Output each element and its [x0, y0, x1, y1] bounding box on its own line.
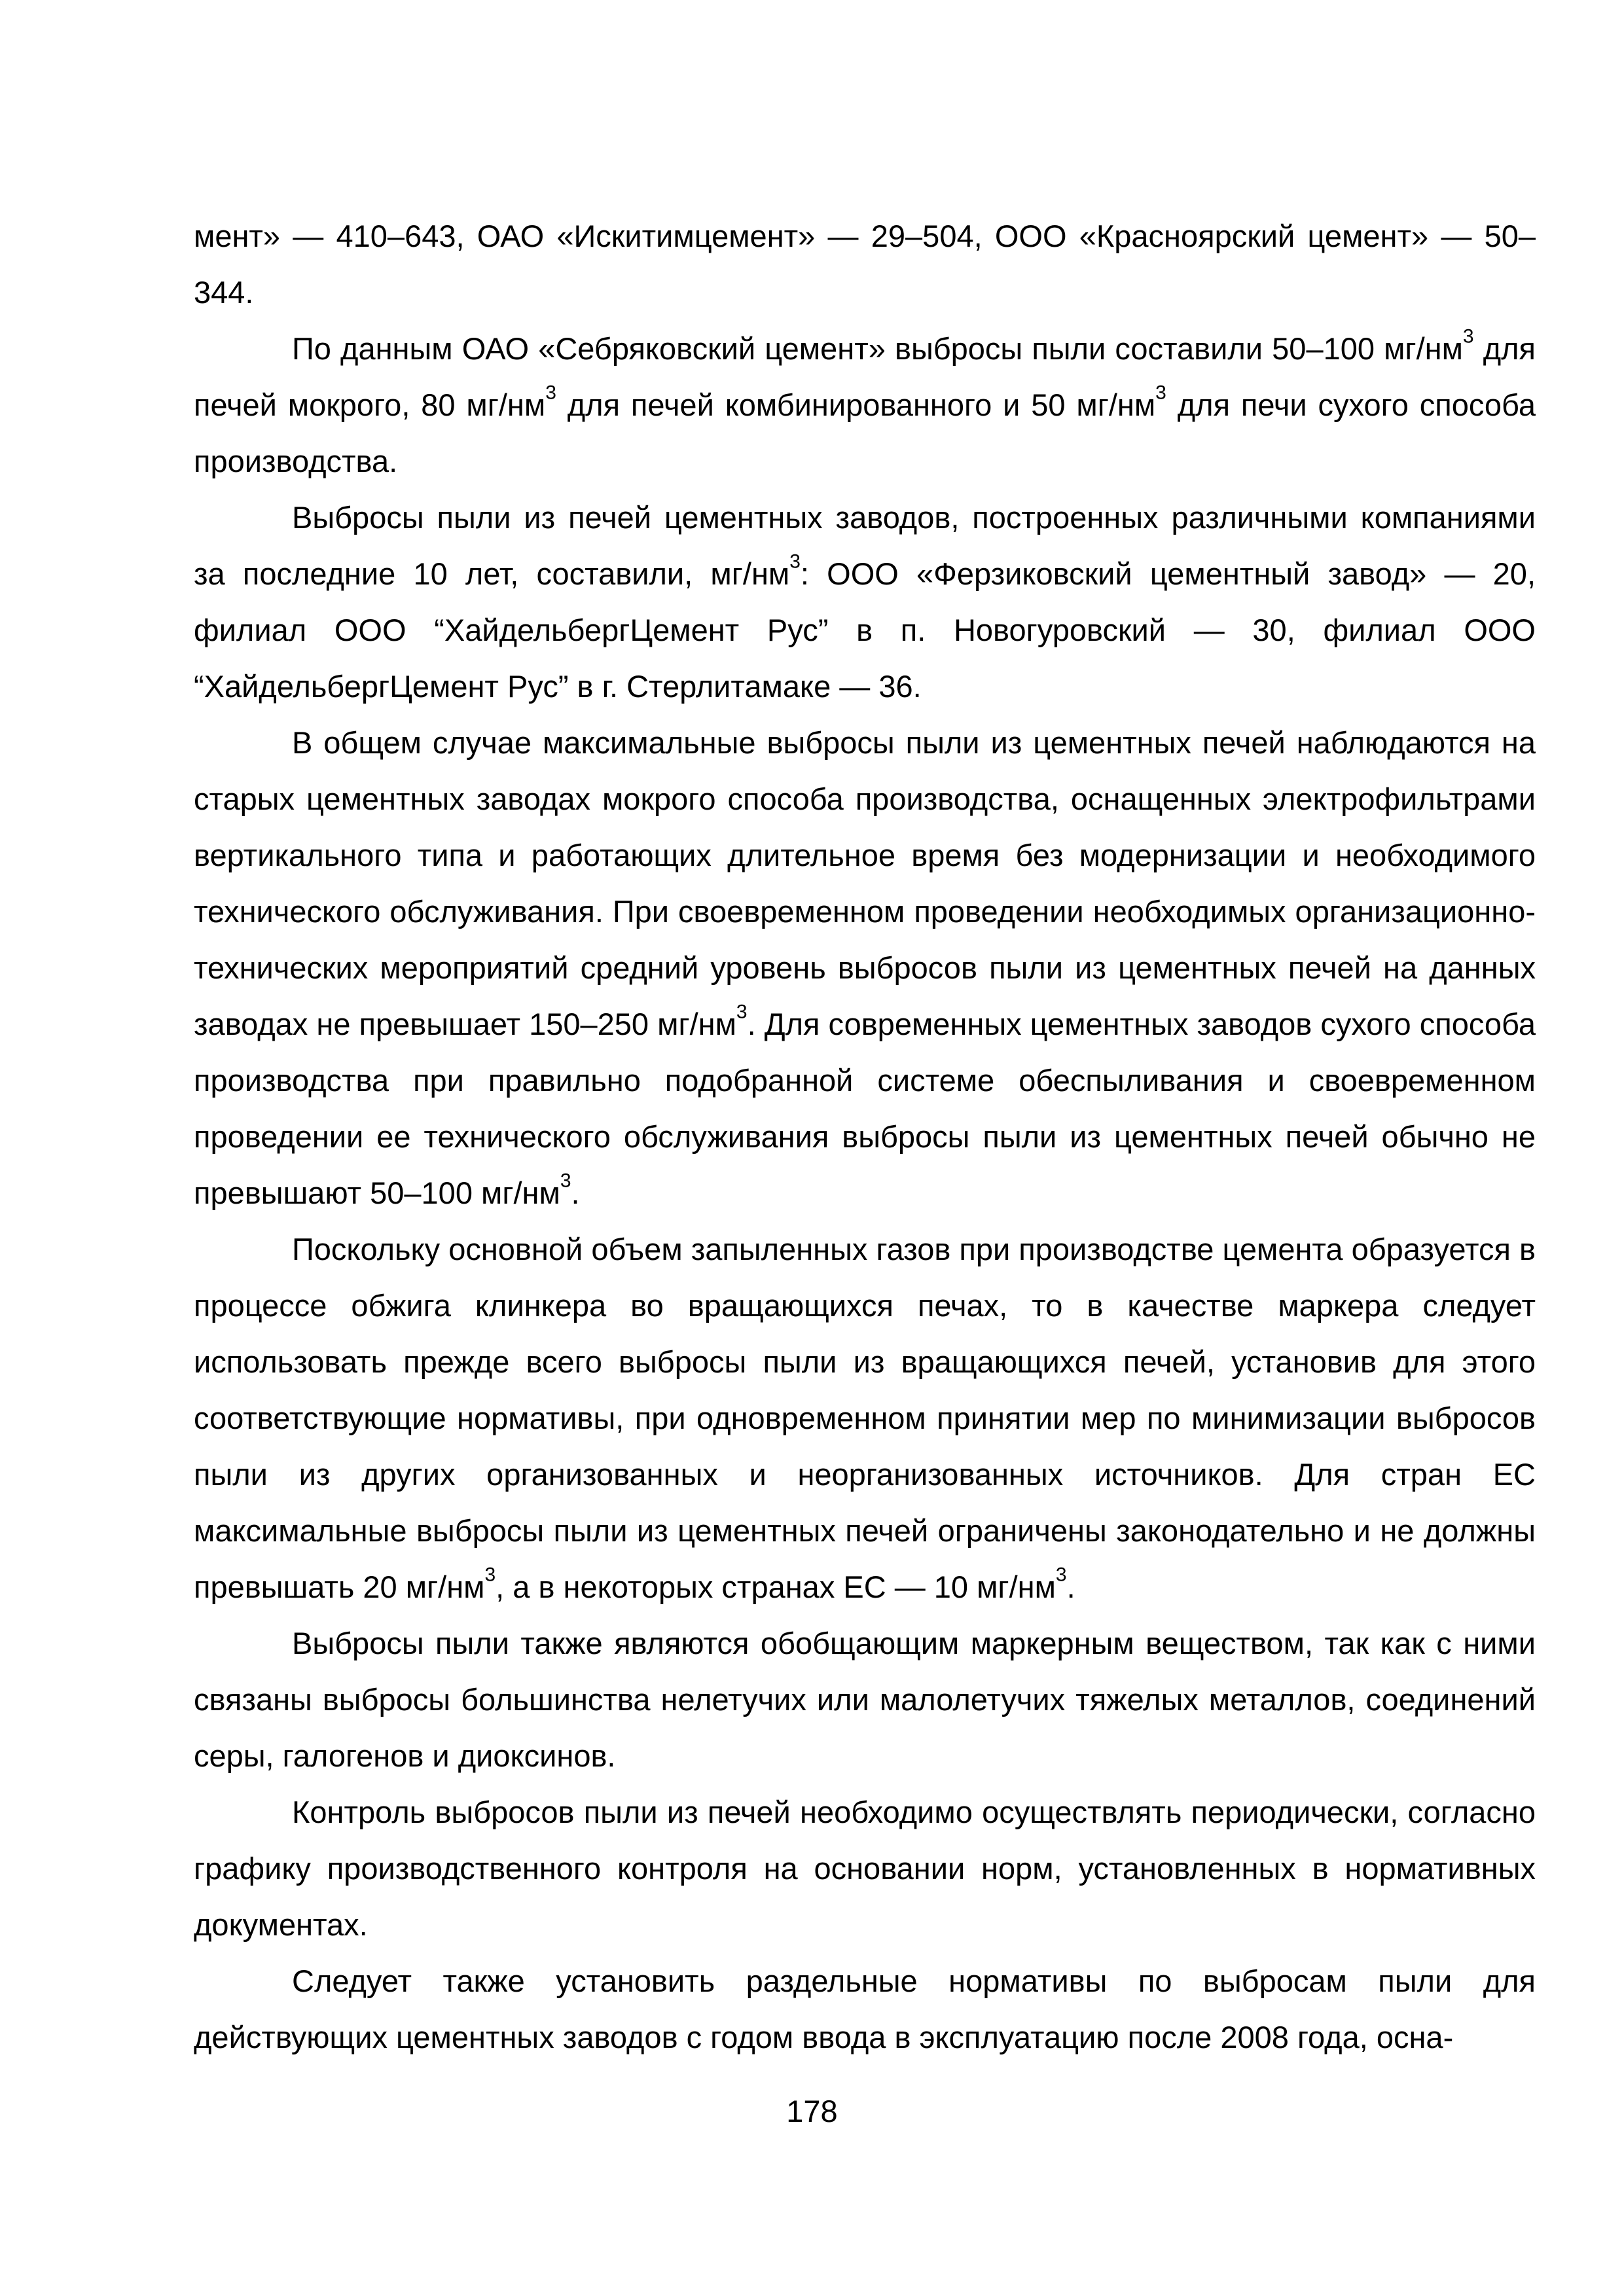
- paragraph: [194, 208, 1536, 321]
- paragraph: [194, 1784, 1536, 1953]
- paragraph: [194, 490, 1536, 715]
- superscript: 3: [545, 382, 556, 404]
- paragraph: [194, 321, 1536, 490]
- paragraph: [194, 1615, 1536, 1784]
- text-run: Выбросы пыли из печей цементных заводов, построенных различными компаниями за последние 10 лет, составили, мг/нм: [194, 500, 1536, 591]
- text-run: .: [1066, 1570, 1075, 1604]
- text-run: мент» — 410–643, ОАО «Искитимцемент» — 29–504, ООО «Красноярский цемент» — 50–344.: [194, 219, 1536, 310]
- superscript: 3: [560, 1170, 571, 1192]
- body-text: [194, 208, 1536, 2066]
- superscript: 3: [484, 1564, 496, 1586]
- text-run: Контроль выбросов пыли из печей необходимо осуществлять периодически, согласно графику производственного контроля на основании норм, установленных в нормативных документах.: [194, 1795, 1536, 1942]
- page-number: 178: [786, 2094, 838, 2128]
- text-run: По данным ОАО «Себряковский цемент» выбросы пыли составили 50–100 мг/нм: [292, 331, 1463, 366]
- text-run: для печей комбинированного и 50 мг/нм: [556, 387, 1156, 422]
- text-run: для печи сухого способа производства.: [194, 387, 1536, 478]
- text-run: для печей мокрого, 80 мг/нм: [194, 331, 1536, 422]
- text-run: Выбросы пыли также являются обобщающим маркерным веществом, так как с ними связаны выбросы большинства нелетучих или малолетучих тяжелых металлов, соединений серы, галогенов и диоксинов.: [194, 1626, 1536, 1773]
- paragraph: [194, 1953, 1536, 2066]
- superscript: 3: [736, 1001, 748, 1023]
- text-run: . Для современных цементных заводов сухого способа производства при правильно подобранной системе обеспыливания и своевременном проведении ее технического обслуживания выбросы пыли из цементных печей обычно не превышают 50–100 мг/нм: [194, 1007, 1536, 1210]
- superscript: 3: [1462, 325, 1474, 348]
- text-run: , а в некоторых странах ЕС — 10 мг/нм: [496, 1570, 1056, 1604]
- superscript: 3: [789, 550, 801, 573]
- paragraph: [194, 1221, 1536, 1615]
- paragraph: [194, 715, 1536, 1221]
- superscript: 3: [1155, 382, 1166, 404]
- text-run: Следует также установить раздельные нормативы по выбросам пыли для действующих цементных заводов с годом ввода в эксплуатацию после 2008 года, осна-: [194, 1964, 1536, 2054]
- text-run: В общем случае максимальные выбросы пыли из цементных печей наблюдаются на старых цементных заводах мокрого способа производства, оснащенных электрофильтрами вертикального типа и работающих длительное время без модернизации и необходимого технического обслуживания. При своевременном проведении необходимых организационно-технических мероприятий средний уровень выбросов пыли из цементных печей на данных заводах не превышает 150–250 мг/нм: [194, 725, 1536, 1041]
- text-run: .: [571, 1175, 580, 1210]
- superscript: 3: [1055, 1564, 1067, 1586]
- text-run: Поскольку основной объем запыленных газов при производстве цемента образуется в процессе обжига клинкера во вращающихся печах, то в качестве маркера следует использовать прежде всего выбросы пыли из вращающихся печей, установив для этого соответствующие нормативы, при одновременном принятии мер по минимизации выбросов пыли из других организованных и неорганизованных источников. Для стран ЕС максимальные выбросы пыли из цементных печей ограничены законодательно и не должны превышать 20 мг/нм: [194, 1232, 1536, 1604]
- text-run: : ООО «Ферзиковский цементный завод» — 20, филиал ООО “ХайдельбергЦемент Рус” в п. Новогуровский — 30, филиал ООО “ХайдельбергЦемент Рус” в г. Стерлитамаке — 36.: [194, 556, 1536, 704]
